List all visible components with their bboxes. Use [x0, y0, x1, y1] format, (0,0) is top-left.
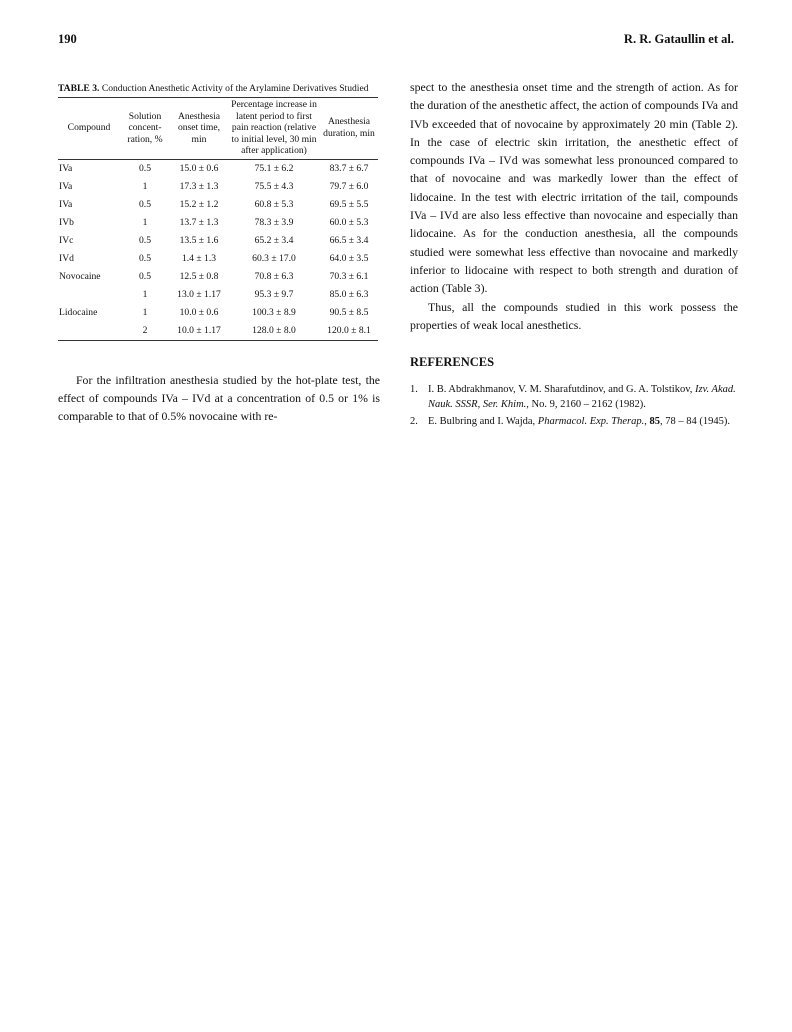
references-heading: REFERENCES: [410, 355, 495, 370]
reference-details: , No. 9, 2160 – 2162 (1982).: [526, 399, 646, 411]
table-cell: IVb: [59, 217, 74, 228]
table-cell: 1.4 ± 1.3: [181, 253, 217, 264]
table-row: [58, 304, 378, 322]
conduction-anesthetic-table: [58, 97, 378, 341]
column-header: Anesthesia onset time, min: [170, 98, 228, 160]
table-cell: 78.3 ± 3.9: [254, 217, 294, 228]
table-row: [58, 178, 378, 196]
left-paragraph: For the infiltration anesthesia studied by the hot-plate test, the effect of compounds IVa – IVd at a concentration of 0.5 or 1% is comparable to that of 0.5% novocaine with re-: [58, 372, 380, 424]
table-cell: 0.5: [139, 235, 151, 246]
reference-authors: I. B. Abdrakhmanov, V. M. Sharafutdinov, and G. A. Tolstikov,: [428, 384, 693, 396]
table-cell: 15.2 ± 1.2: [179, 199, 219, 210]
table-row: [58, 268, 378, 286]
table-cell: 70.8 ± 6.3: [254, 271, 294, 282]
table-cell: 65.2 ± 3.4: [254, 235, 294, 246]
table-cell: 1: [142, 289, 148, 300]
reference-journal: Izv. Akad. Nauk. SSSR, Ser. Khim.: [428, 384, 736, 411]
table-cell: 0.5: [139, 271, 151, 282]
column-header: Percentage increase in latent period to first pain reaction (relative to initial level, 30 min after application): [228, 98, 320, 160]
table-cell: IVd: [59, 253, 74, 264]
table-cell: Lidocaine: [59, 307, 98, 318]
table-cell: 10.0 ± 0.6: [179, 307, 219, 318]
table-cell: IVc: [59, 235, 74, 246]
reference-authors: E. Bulbring and I. Wajda,: [428, 416, 536, 428]
table-cell: 17.3 ± 1.3: [179, 181, 219, 192]
table-cell: 13.5 ± 1.6: [179, 235, 219, 246]
reference-number: 2.: [410, 416, 418, 428]
running-head-authors: R. R. Gataullin et al.: [623, 32, 734, 46]
table-row: [58, 196, 378, 214]
table-cell: 75.5 ± 4.3: [254, 181, 294, 192]
table-cell: 13.7 ± 1.3: [179, 217, 219, 228]
table-cell: 79.7 ± 6.0: [329, 181, 369, 192]
table-label: TABLE 3.: [58, 83, 100, 94]
table-cell: 66.5 ± 3.4: [329, 235, 369, 246]
table-cell: 90.5 ± 8.5: [329, 307, 369, 318]
right-paragraph-2: Thus, all the compounds studied in this work possess the properties of weak local anesthetics.: [410, 299, 738, 332]
table-cell: 10.0 ± 1.17: [170, 322, 228, 341]
table-cell: 60.3 ± 17.0: [252, 253, 296, 264]
table-cell: 64.0 ± 3.5: [329, 253, 369, 264]
table-cell: 0.5: [139, 253, 151, 264]
table-cell: 95.3 ± 9.7: [254, 289, 294, 300]
table-cell: 1: [142, 217, 148, 228]
table-caption: [58, 83, 380, 95]
table-cell: 0.5: [139, 199, 151, 210]
table-cell: 128.0 ± 8.0: [228, 322, 320, 341]
table-row: [58, 159, 378, 178]
table-caption-text: Conduction Anesthetic Activity of the Arylamine Derivatives Studied: [101, 83, 369, 94]
table-cell: Novocaine: [59, 271, 101, 282]
table-cell: 75.1 ± 6.2: [254, 163, 294, 174]
table-cell: 85.0 ± 6.3: [329, 289, 369, 300]
table-cell: [58, 322, 120, 341]
table-cell: 0.5: [139, 163, 151, 174]
table-cell: 69.5 ± 5.5: [329, 199, 369, 210]
page-number: 190: [58, 32, 77, 46]
table-cell: 1: [142, 307, 148, 318]
right-paragraph-1: spect to the anesthesia onset time and the strength of action. As for the duration of the anesthetic affect, the action of compounds IVa and IVb exceeded that of novocaine by approximately 20 min (Table 2). In the case of electric skin irritation, the anesthetic effect of compounds IVa – IVd was somewhat less pronounced compared to that of novocaine and was markedly lower than the effect of lidocaine. In the test with electric irritation of the tail, compounds IVa – IVd are also less effective than novocaine and especially than lidocaine. As for the conduction anesthesia, all the compounds studied were somewhat less effective than novocaine and markedly inferior to lidocaine with respect to both strength and duration of action (Table 3).: [410, 80, 739, 296]
table-cell: 12.5 ± 0.8: [179, 271, 219, 282]
right-column: [410, 78, 738, 431]
table-cell: 15.0 ± 0.6: [179, 163, 219, 174]
table-cell: 120.0 ± 8.1: [320, 322, 378, 341]
table-cell: 1: [142, 181, 148, 192]
column-header: Solution concent-ration, %: [120, 98, 170, 160]
column-header: Compound: [58, 98, 120, 160]
table-cell: IVa: [59, 181, 73, 192]
table-cell: 13.0 ± 1.17: [177, 289, 221, 300]
table-row: [58, 232, 378, 250]
reference-volume: 85: [649, 416, 660, 428]
table-row: [58, 322, 378, 341]
reference-item: [410, 382, 738, 412]
table-row: [58, 250, 378, 268]
left-column: [58, 83, 380, 425]
table-row: [58, 286, 378, 304]
table-cell: 70.3 ± 6.1: [329, 271, 369, 282]
table-cell: 83.7 ± 6.7: [329, 163, 369, 174]
table-cell: IVa: [59, 163, 73, 174]
table-cell: 100.3 ± 8.9: [252, 307, 296, 318]
table-body: [58, 159, 378, 340]
table-cell: [58, 286, 120, 304]
column-header: Anesthesia duration, min: [320, 98, 378, 160]
table-cell: IVa: [59, 199, 73, 210]
reference-number: 1.: [410, 384, 418, 396]
table-cell: 60.8 ± 5.3: [254, 199, 294, 210]
table-cell: 60.0 ± 5.3: [329, 217, 369, 228]
table-cell: 2: [120, 322, 170, 341]
reference-journal: Pharmacol. Exp. Therap.: [537, 416, 645, 428]
table-row: [58, 214, 378, 232]
reference-details: , 78 – 84 (1945).: [659, 416, 730, 428]
reference-item: 2. E. Bulbring and I. Wajda, Pharmacol. Exp. Therap., 85, 78 – 84 (1945).: [410, 416, 730, 428]
